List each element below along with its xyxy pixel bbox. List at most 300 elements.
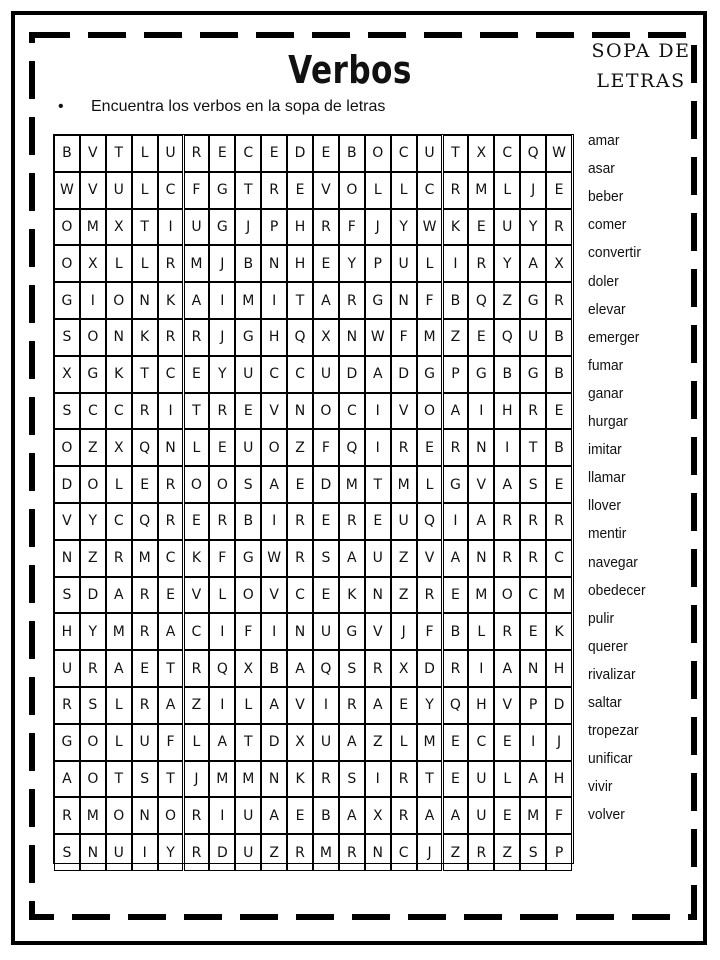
- grid-cell: N: [132, 797, 158, 834]
- grid-cell: Y: [80, 613, 106, 650]
- grid-cell: Y: [209, 356, 235, 393]
- grid-cell: O: [106, 282, 132, 319]
- grid-cell: L: [132, 172, 158, 209]
- instruction-line: [58, 98, 385, 116]
- grid-cell: U: [468, 797, 494, 834]
- grid-cell: E: [468, 319, 494, 356]
- grid-cell: L: [391, 724, 417, 761]
- grid-cell: J: [391, 613, 417, 650]
- grid-cell: P: [261, 209, 287, 246]
- grid-cell: R: [106, 540, 132, 577]
- grid-cell: A: [494, 466, 520, 503]
- grid-cell: K: [184, 540, 210, 577]
- grid-cell: L: [184, 724, 210, 761]
- grid-cell: Y: [80, 503, 106, 540]
- grid-cell: M: [184, 245, 210, 282]
- grid-cell: G: [520, 356, 546, 393]
- grid-cell: R: [184, 797, 210, 834]
- grid-cell: E: [313, 577, 339, 614]
- grid-cell: M: [106, 613, 132, 650]
- grid-cell: G: [80, 356, 106, 393]
- grid-cell: U: [132, 724, 158, 761]
- grid-cell: R: [391, 761, 417, 798]
- grid-cell: L: [417, 466, 443, 503]
- grid-cell: V: [365, 613, 391, 650]
- word-list-item: vivir: [588, 778, 613, 796]
- grid-cell: R: [54, 797, 80, 834]
- grid-cell: S: [54, 834, 80, 871]
- grid-cell: B: [443, 613, 469, 650]
- grid-cell: A: [417, 797, 443, 834]
- grid-cell: O: [80, 724, 106, 761]
- grid-cell: B: [261, 650, 287, 687]
- grid-cell: T: [417, 761, 443, 798]
- grid-cell: Y: [494, 245, 520, 282]
- word-list-item: doler: [588, 272, 619, 290]
- grid-cell: Z: [184, 687, 210, 724]
- grid-cell: Y: [391, 209, 417, 246]
- grid-cell: D: [417, 650, 443, 687]
- grid-cell: F: [417, 613, 443, 650]
- grid-cell: C: [235, 135, 261, 172]
- grid-cell: R: [158, 319, 184, 356]
- grid-cell: U: [158, 135, 184, 172]
- grid-cell: E: [287, 797, 313, 834]
- grid-cell: M: [468, 172, 494, 209]
- grid-cell: E: [235, 393, 261, 430]
- grid-cell: G: [54, 282, 80, 319]
- grid-cell: X: [54, 356, 80, 393]
- grid-cell: G: [417, 356, 443, 393]
- word-list-item: asar: [588, 160, 615, 178]
- grid-cell: O: [106, 797, 132, 834]
- grid-cell: R: [468, 245, 494, 282]
- grid-cell: O: [365, 135, 391, 172]
- grid-cell: K: [132, 319, 158, 356]
- grid-cell: I: [365, 761, 391, 798]
- grid-cell: O: [54, 245, 80, 282]
- stamp-label: [580, 36, 702, 96]
- grid-cell: G: [209, 172, 235, 209]
- grid-cell: I: [468, 393, 494, 430]
- grid-cell: D: [391, 356, 417, 393]
- grid-cell: K: [339, 577, 365, 614]
- grid-cell: A: [365, 356, 391, 393]
- grid-cell: T: [132, 209, 158, 246]
- grid-cell: E: [313, 245, 339, 282]
- grid-cell: V: [261, 393, 287, 430]
- grid-cell: H: [494, 393, 520, 430]
- grid-cell: L: [106, 245, 132, 282]
- grid-cell: A: [468, 503, 494, 540]
- grid-cell: Q: [209, 650, 235, 687]
- grid-cell: I: [80, 282, 106, 319]
- grid-cell: B: [546, 356, 572, 393]
- word-list-item: rivalizar: [588, 665, 636, 683]
- grid-cell: A: [313, 282, 339, 319]
- stamp-line-2: LETRAS: [596, 70, 686, 92]
- grid-cell: M: [235, 761, 261, 798]
- grid-cell: R: [443, 429, 469, 466]
- grid-cell: M: [80, 797, 106, 834]
- grid-cell: M: [468, 577, 494, 614]
- grid-cell: E: [443, 761, 469, 798]
- grid-cell: D: [80, 577, 106, 614]
- grid-cell: A: [261, 466, 287, 503]
- letter-grid: [53, 134, 574, 864]
- grid-cell: N: [106, 319, 132, 356]
- grid-cell: L: [235, 687, 261, 724]
- grid-cell: E: [132, 650, 158, 687]
- grid-cell: R: [339, 503, 365, 540]
- grid-cell: E: [546, 466, 572, 503]
- grid-cell: K: [546, 613, 572, 650]
- grid-cell: U: [417, 135, 443, 172]
- grid-cell: A: [443, 393, 469, 430]
- grid-cell: M: [417, 724, 443, 761]
- grid-cell: N: [287, 613, 313, 650]
- grid-cell: F: [417, 282, 443, 319]
- grid-cell: E: [261, 135, 287, 172]
- grid-cell: E: [546, 172, 572, 209]
- grid-cell: W: [54, 172, 80, 209]
- word-list-item: volver: [588, 806, 625, 824]
- grid-cell: P: [546, 834, 572, 871]
- word-list-item: pulir: [588, 609, 615, 627]
- grid-cell: U: [106, 834, 132, 871]
- grid-cell: E: [287, 172, 313, 209]
- grid-cell: A: [158, 687, 184, 724]
- grid-cell: S: [54, 393, 80, 430]
- grid-cell: R: [209, 393, 235, 430]
- grid-cell: A: [158, 613, 184, 650]
- grid-cell: S: [132, 761, 158, 798]
- word-list-item: unificar: [588, 750, 633, 768]
- grid-cell: F: [391, 319, 417, 356]
- grid-cell: E: [443, 577, 469, 614]
- grid-cell: Z: [494, 834, 520, 871]
- grid-cell: R: [546, 282, 572, 319]
- word-list-item: llover: [588, 497, 621, 515]
- grid-cell: D: [313, 466, 339, 503]
- grid-cell: I: [261, 503, 287, 540]
- grid-cell: R: [339, 687, 365, 724]
- grid-cell: P: [443, 356, 469, 393]
- grid-cell: K: [287, 761, 313, 798]
- grid-cell: M: [235, 282, 261, 319]
- grid-cell: J: [417, 834, 443, 871]
- grid-cell: R: [339, 282, 365, 319]
- grid-cell: N: [365, 577, 391, 614]
- bullet-icon: •: [58, 98, 64, 115]
- grid-cell: S: [235, 466, 261, 503]
- grid-cell: A: [261, 687, 287, 724]
- word-list-item: amar: [588, 132, 620, 149]
- grid-cell: L: [106, 687, 132, 724]
- grid-cell: J: [365, 209, 391, 246]
- grid-cell: R: [494, 503, 520, 540]
- grid-cell: X: [546, 245, 572, 282]
- grid-cell: R: [158, 466, 184, 503]
- grid-cell: C: [158, 356, 184, 393]
- grid-cell: R: [313, 761, 339, 798]
- grid-cell: C: [546, 540, 572, 577]
- grid-cell: N: [132, 282, 158, 319]
- grid-cell: R: [365, 650, 391, 687]
- grid-cell: O: [80, 319, 106, 356]
- grid-cell: Z: [365, 724, 391, 761]
- grid-cell: E: [209, 135, 235, 172]
- grid-cell: Y: [520, 209, 546, 246]
- grid-cell: M: [132, 540, 158, 577]
- grid-cell: Q: [520, 135, 546, 172]
- grid-cell: H: [261, 319, 287, 356]
- grid-cell: H: [287, 245, 313, 282]
- grid-cell: I: [158, 209, 184, 246]
- grid-cell: Q: [417, 503, 443, 540]
- grid-cell: U: [365, 540, 391, 577]
- grid-cell: X: [313, 319, 339, 356]
- grid-cell: I: [365, 429, 391, 466]
- grid-cell: S: [520, 834, 546, 871]
- grid-cell: O: [339, 172, 365, 209]
- grid-cell: G: [339, 613, 365, 650]
- grid-cell: O: [54, 209, 80, 246]
- grid-cell: N: [520, 650, 546, 687]
- grid-cell: E: [391, 687, 417, 724]
- grid-cell: L: [184, 429, 210, 466]
- grid-cell: C: [287, 577, 313, 614]
- grid-cell: H: [287, 209, 313, 246]
- grid-cell: S: [520, 466, 546, 503]
- grid-cell: U: [235, 797, 261, 834]
- grid-cell: G: [235, 319, 261, 356]
- grid-cell: R: [391, 429, 417, 466]
- grid-cell: U: [313, 724, 339, 761]
- grid-cell: W: [261, 540, 287, 577]
- grid-cell: J: [209, 245, 235, 282]
- grid-cell: A: [339, 797, 365, 834]
- grid-cell: I: [494, 429, 520, 466]
- grid-cell: T: [443, 135, 469, 172]
- grid-cell: V: [80, 172, 106, 209]
- grid-cell: E: [443, 724, 469, 761]
- grid-cell: Q: [132, 503, 158, 540]
- grid-cell: R: [184, 834, 210, 871]
- grid-cell: Y: [417, 687, 443, 724]
- grid-cell: I: [443, 245, 469, 282]
- grid-cell: C: [391, 834, 417, 871]
- grid-cell: M: [417, 319, 443, 356]
- grid-cell: S: [80, 687, 106, 724]
- grid-cell: Z: [261, 834, 287, 871]
- grid-cell: L: [132, 245, 158, 282]
- grid-cell: M: [391, 466, 417, 503]
- grid-cell: L: [106, 724, 132, 761]
- grid-cell: M: [546, 577, 572, 614]
- grid-cell: U: [184, 209, 210, 246]
- grid-cell: O: [417, 393, 443, 430]
- grid-cell: P: [520, 687, 546, 724]
- grid-cell: T: [365, 466, 391, 503]
- grid-cell: B: [235, 503, 261, 540]
- grid-cell: E: [184, 503, 210, 540]
- grid-cell: F: [209, 540, 235, 577]
- grid-cell: L: [417, 245, 443, 282]
- word-list-item: ganar: [588, 384, 624, 402]
- grid-cell: S: [339, 650, 365, 687]
- word-list-item: obedecer: [588, 581, 646, 599]
- grid-cell: Z: [80, 540, 106, 577]
- grid-cell: H: [546, 761, 572, 798]
- grid-cell: O: [235, 577, 261, 614]
- grid-cell: R: [313, 209, 339, 246]
- grid-cell: O: [261, 429, 287, 466]
- grid-cell: R: [132, 687, 158, 724]
- grid-cell: L: [106, 466, 132, 503]
- grid-cell: V: [468, 466, 494, 503]
- grid-cell: R: [158, 503, 184, 540]
- grid-cell: B: [546, 319, 572, 356]
- grid-cell: V: [80, 135, 106, 172]
- grid-cell: I: [520, 724, 546, 761]
- grid-cell: T: [106, 761, 132, 798]
- grid-cell: Z: [391, 540, 417, 577]
- grid-cell: C: [158, 172, 184, 209]
- grid-cell: N: [158, 429, 184, 466]
- worksheet-title: Verbos: [288, 48, 412, 92]
- grid-cell: U: [468, 761, 494, 798]
- grid-cell: V: [494, 687, 520, 724]
- grid-cell: O: [313, 393, 339, 430]
- grid-cell: L: [494, 172, 520, 209]
- grid-cell: I: [209, 282, 235, 319]
- grid-cell: C: [106, 393, 132, 430]
- grid-cell: U: [54, 650, 80, 687]
- grid-cell: G: [54, 724, 80, 761]
- grid-cell: R: [443, 650, 469, 687]
- grid-cell: L: [365, 172, 391, 209]
- grid-cell: O: [184, 466, 210, 503]
- grid-cell: S: [339, 761, 365, 798]
- grid-cell: O: [209, 466, 235, 503]
- grid-cell: R: [391, 797, 417, 834]
- grid-cell: K: [443, 209, 469, 246]
- grid-cell: X: [80, 245, 106, 282]
- grid-cell: X: [468, 135, 494, 172]
- grid-cell: U: [235, 834, 261, 871]
- word-list-item: saltar: [588, 694, 622, 711]
- word-list-item: elevar: [588, 300, 626, 318]
- grid-cell: T: [106, 135, 132, 172]
- grid-cell: V: [287, 687, 313, 724]
- grid-cell: A: [443, 540, 469, 577]
- grid-cell: M: [209, 761, 235, 798]
- word-list-item: imitar: [588, 441, 622, 459]
- grid-cell: P: [365, 245, 391, 282]
- grid-cell: A: [365, 687, 391, 724]
- grid-cell: A: [443, 797, 469, 834]
- grid-cell: R: [80, 650, 106, 687]
- grid-cell: Z: [443, 319, 469, 356]
- grid-cell: R: [494, 540, 520, 577]
- grid-cell: R: [209, 503, 235, 540]
- grid-cell: B: [443, 282, 469, 319]
- word-list-item: tropezar: [588, 722, 639, 740]
- grid-cell: U: [106, 172, 132, 209]
- grid-cell: V: [417, 540, 443, 577]
- grid-cell: R: [184, 650, 210, 687]
- grid-cell: F: [546, 797, 572, 834]
- grid-cell: F: [339, 209, 365, 246]
- grid-cell: T: [520, 429, 546, 466]
- grid-cell: N: [339, 319, 365, 356]
- grid-cell: R: [520, 503, 546, 540]
- grid-cell: Q: [443, 687, 469, 724]
- grid-cell: H: [468, 687, 494, 724]
- grid-cell: V: [261, 577, 287, 614]
- grid-cell: I: [261, 282, 287, 319]
- grid-cell: D: [54, 466, 80, 503]
- grid-cell: N: [80, 834, 106, 871]
- grid-cell: N: [54, 540, 80, 577]
- grid-cell: Y: [158, 834, 184, 871]
- grid-cell: A: [287, 650, 313, 687]
- word-list-item: hurgar: [588, 413, 628, 430]
- grid-cell: B: [235, 245, 261, 282]
- grid-cell: W: [417, 209, 443, 246]
- grid-cell: U: [391, 503, 417, 540]
- grid-cell: I: [313, 687, 339, 724]
- grid-cell: I: [443, 503, 469, 540]
- grid-cell: R: [468, 834, 494, 871]
- grid-cell: N: [365, 834, 391, 871]
- grid-cell: V: [313, 172, 339, 209]
- grid-cell: M: [313, 834, 339, 871]
- grid-cell: X: [391, 650, 417, 687]
- grid-cell: V: [184, 577, 210, 614]
- grid-cell: E: [417, 429, 443, 466]
- grid-cell: R: [417, 577, 443, 614]
- grid-cell: E: [468, 209, 494, 246]
- grid-cell: O: [80, 761, 106, 798]
- grid-cell: A: [494, 650, 520, 687]
- grid-cell: K: [106, 356, 132, 393]
- grid-cell: B: [546, 429, 572, 466]
- grid-cell: E: [313, 503, 339, 540]
- grid-cell: D: [261, 724, 287, 761]
- grid-cell: N: [391, 282, 417, 319]
- grid-cell: R: [546, 503, 572, 540]
- grid-cell: E: [313, 135, 339, 172]
- grid-cell: I: [365, 393, 391, 430]
- grid-cell: R: [54, 687, 80, 724]
- grid-cell: I: [209, 797, 235, 834]
- grid-cell: X: [235, 650, 261, 687]
- grid-cell: U: [313, 356, 339, 393]
- grid-cell: U: [494, 209, 520, 246]
- grid-cell: R: [184, 319, 210, 356]
- grid-cell: H: [54, 613, 80, 650]
- grid-cell: J: [209, 319, 235, 356]
- grid-cell: C: [339, 393, 365, 430]
- grid-cell: W: [365, 319, 391, 356]
- grid-cell: T: [184, 393, 210, 430]
- grid-cell: A: [54, 761, 80, 798]
- grid-cell: C: [468, 724, 494, 761]
- word-list-item: mentir: [588, 525, 627, 543]
- grid-cell: Z: [443, 834, 469, 871]
